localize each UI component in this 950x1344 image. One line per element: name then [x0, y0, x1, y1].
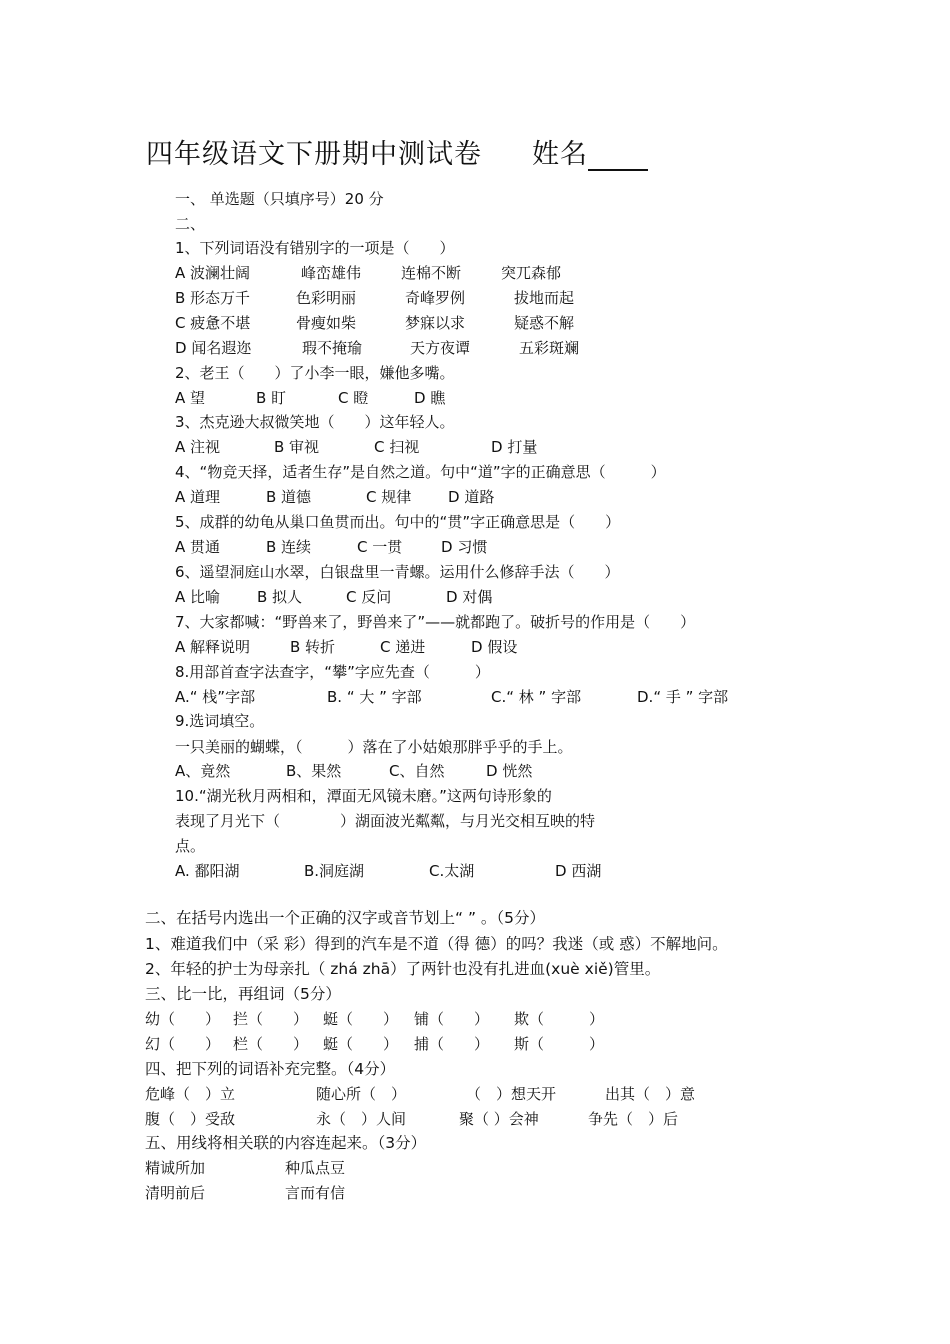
- part3-r1-1: 幼（ ）: [145, 1010, 221, 1028]
- q1-d-2: 瑕不掩瑜: [302, 339, 363, 357]
- q3-opt-a: A 注视: [175, 438, 221, 456]
- part4-r2-2: 永（ ）人间: [316, 1110, 407, 1128]
- q2-opt-b: B 盯: [256, 389, 287, 407]
- part3-r1-2: 拦（ ）: [233, 1010, 309, 1028]
- q4-opt-b: B 道德: [266, 488, 312, 506]
- title-text: 四年级语文下册期中测试卷: [146, 139, 482, 170]
- q8-stem: 8.用部首查字法查字，“攀”字应先查（ ）: [175, 663, 490, 681]
- part5-heading: 五、用线将相关联的内容连起来。（3分）: [145, 1134, 427, 1152]
- q1-b-4: 拔地而起: [514, 289, 575, 307]
- part3-r2-3: 蜓（ ）: [323, 1035, 399, 1053]
- part2-line2: 2、年轻的护士为母亲扎（ zhá zhā）了两针也没有扎进血(xuè xiě)管里。: [145, 960, 661, 978]
- q6-stem: 6、遥望洞庭山水翠，白银盘里一青螺。运用什么修辞手法（ ）: [175, 563, 620, 581]
- name-label: 姓名: [532, 139, 588, 170]
- q5-opt-d: D 习惯: [441, 538, 488, 556]
- q10-line1: 10.“湖光秋月两相和，潭面无风镜未磨。”这两句诗形象的: [175, 787, 552, 805]
- part4-r2-4: 争先（ ）后: [588, 1110, 679, 1128]
- q9-opt-a: A、竟然: [175, 762, 231, 780]
- q1-b-2: 色彩明丽: [296, 289, 357, 307]
- q10-line2: 表现了月光下（ ）湖面波光粼粼，与月光交相互映的特: [175, 812, 596, 830]
- part1-sub: 二、: [175, 215, 206, 233]
- q9-stem: 9.选词填空。: [175, 712, 265, 730]
- part3-r2-2: 栏（ ）: [233, 1035, 309, 1053]
- part2-heading: 二、在括号内选出一个正确的汉字或音节划上“ ” 。（5分）: [145, 909, 546, 927]
- part3-heading: 三、比一比，再组词（5分）: [145, 985, 341, 1003]
- q6-opt-d: D 对偶: [446, 588, 493, 606]
- q8-opt-a: A.“ 栈”字部: [175, 688, 256, 706]
- q9-opt-d: D 恍然: [486, 762, 533, 780]
- q1-a-3: 连棉不断: [401, 264, 462, 282]
- part3-r1-4: 铺（ ）: [414, 1010, 490, 1028]
- part1-heading: 一、 单选题（只填序号）20 分: [175, 190, 384, 208]
- part3-r1-3: 蜓（ ）: [323, 1010, 399, 1028]
- q7-opt-a: A 解释说明: [175, 638, 251, 656]
- q8-opt-b: B. “ 大 ” 字部: [327, 688, 422, 706]
- q3-opt-b: B 审视: [274, 438, 320, 456]
- q4-opt-d: D 道路: [448, 488, 495, 506]
- q1-stem: 1、下列词语没有错别字的一项是（ ）: [175, 239, 455, 257]
- part4-r2-1: 腹（ ）受敌: [145, 1110, 236, 1128]
- q2-opt-a: A 望: [175, 389, 206, 407]
- q7-stem: 7、大家都喊：“野兽来了，野兽来了”——就都跑了。破折号的作用是（ ）: [175, 613, 696, 631]
- q10-opt-c: C.太湖: [429, 862, 475, 880]
- q9-opt-b: B、果然: [286, 762, 342, 780]
- q1-a-4: 突兀森郁: [501, 264, 562, 282]
- part4-r1-4: 出其（ ）意: [605, 1085, 696, 1103]
- q9-opt-c: C、自然: [389, 762, 445, 780]
- q6-opt-a: A 比喻: [175, 588, 221, 606]
- part5-left-2: 清明前后: [145, 1184, 206, 1202]
- q1-c-4: 疑惑不解: [514, 314, 575, 332]
- part4-r2-3: 聚（ ）会神: [459, 1110, 539, 1128]
- part5-right-1: 种瓜点豆: [285, 1159, 346, 1177]
- q1-a-2: 峰峦雄伟: [301, 264, 362, 282]
- part5-right-2: 言而有信: [285, 1184, 346, 1202]
- part5-left-1: 精诚所加: [145, 1159, 206, 1177]
- q5-opt-a: A 贯通: [175, 538, 221, 556]
- q1-c-3: 梦寐以求: [405, 314, 466, 332]
- q1-b-1: B 形态万千: [175, 289, 251, 307]
- q6-opt-b: B 拟人: [257, 588, 303, 606]
- exam-title: [146, 132, 648, 171]
- q1-a-1: A 波澜壮阔: [175, 264, 251, 282]
- q3-stem: 3、杰克逊大叔微笑地（ ）这年轻人。: [175, 413, 455, 431]
- q1-d-3: 天方夜谭: [410, 339, 471, 357]
- q6-opt-c: C 反问: [346, 588, 392, 606]
- part3-r1-5: 欺（ ）: [514, 1010, 605, 1028]
- q1-d-1: D 闻名遐迩: [175, 339, 252, 357]
- q1-b-3: 奇峰罗例: [405, 289, 466, 307]
- part4-r1-1: 危峰（ ）立: [145, 1085, 236, 1103]
- q4-opt-a: A 道理: [175, 488, 221, 506]
- part3-r2-1: 幻（ ）: [145, 1035, 221, 1053]
- q7-opt-d: D 假设: [471, 638, 518, 656]
- q10-opt-b: B.洞庭湖: [304, 862, 365, 880]
- part4-r1-2: 随心所（ ）: [316, 1085, 407, 1103]
- q5-opt-b: B 连续: [266, 538, 312, 556]
- q3-opt-c: C 扫视: [374, 438, 420, 456]
- part3-r2-4: 捕（ ）: [414, 1035, 490, 1053]
- part4-r1-3: （ ）想天开: [466, 1085, 557, 1103]
- q5-stem: 5、成群的幼龟从巢口鱼贯而出。句中的“贯”字正确意思是（ ）: [175, 513, 621, 531]
- q8-opt-c: C.“ 林 ” 字部: [491, 688, 582, 706]
- q5-opt-c: C 一贯: [357, 538, 403, 556]
- part3-r2-5: 斯（ ）: [514, 1035, 605, 1053]
- q1-c-2: 骨瘦如柴: [296, 314, 357, 332]
- name-blank[interactable]: [588, 147, 648, 171]
- q10-opt-d: D 西湖: [555, 862, 602, 880]
- q2-opt-c: C 瞪: [338, 389, 369, 407]
- q7-opt-b: B 转折: [290, 638, 336, 656]
- part4-heading: 四、把下列的词语补充完整。（4分）: [145, 1060, 396, 1078]
- q8-opt-d: D.“ 手 ” 字部: [637, 688, 729, 706]
- part2-line1: 1、难道我们中（采 彩）得到的汽车是不道（得 德）的吗？我迷（或 惑）不解地问。: [145, 935, 728, 953]
- q1-d-4: 五彩斑斓: [519, 339, 580, 357]
- q10-opt-a: A. 鄱阳湖: [175, 862, 240, 880]
- q2-stem: 2、老王（ ）了小李一眼，嫌他多嘴。: [175, 364, 455, 382]
- q3-opt-d: D 打量: [491, 438, 538, 456]
- q2-opt-d: D 瞧: [414, 389, 446, 407]
- q10-line3: 点。: [175, 837, 206, 855]
- q4-stem: 4、“物竞天择，适者生存”是自然之道。句中“道”字的正确意思（ ）: [175, 463, 666, 481]
- q4-opt-c: C 规律: [366, 488, 412, 506]
- q1-c-1: C 疲惫不堪: [175, 314, 251, 332]
- q9-sentence: 一只美丽的蝴蝶，（ ）落在了小姑娘那胖乎乎的手上。: [175, 738, 573, 756]
- q7-opt-c: C 递进: [380, 638, 426, 656]
